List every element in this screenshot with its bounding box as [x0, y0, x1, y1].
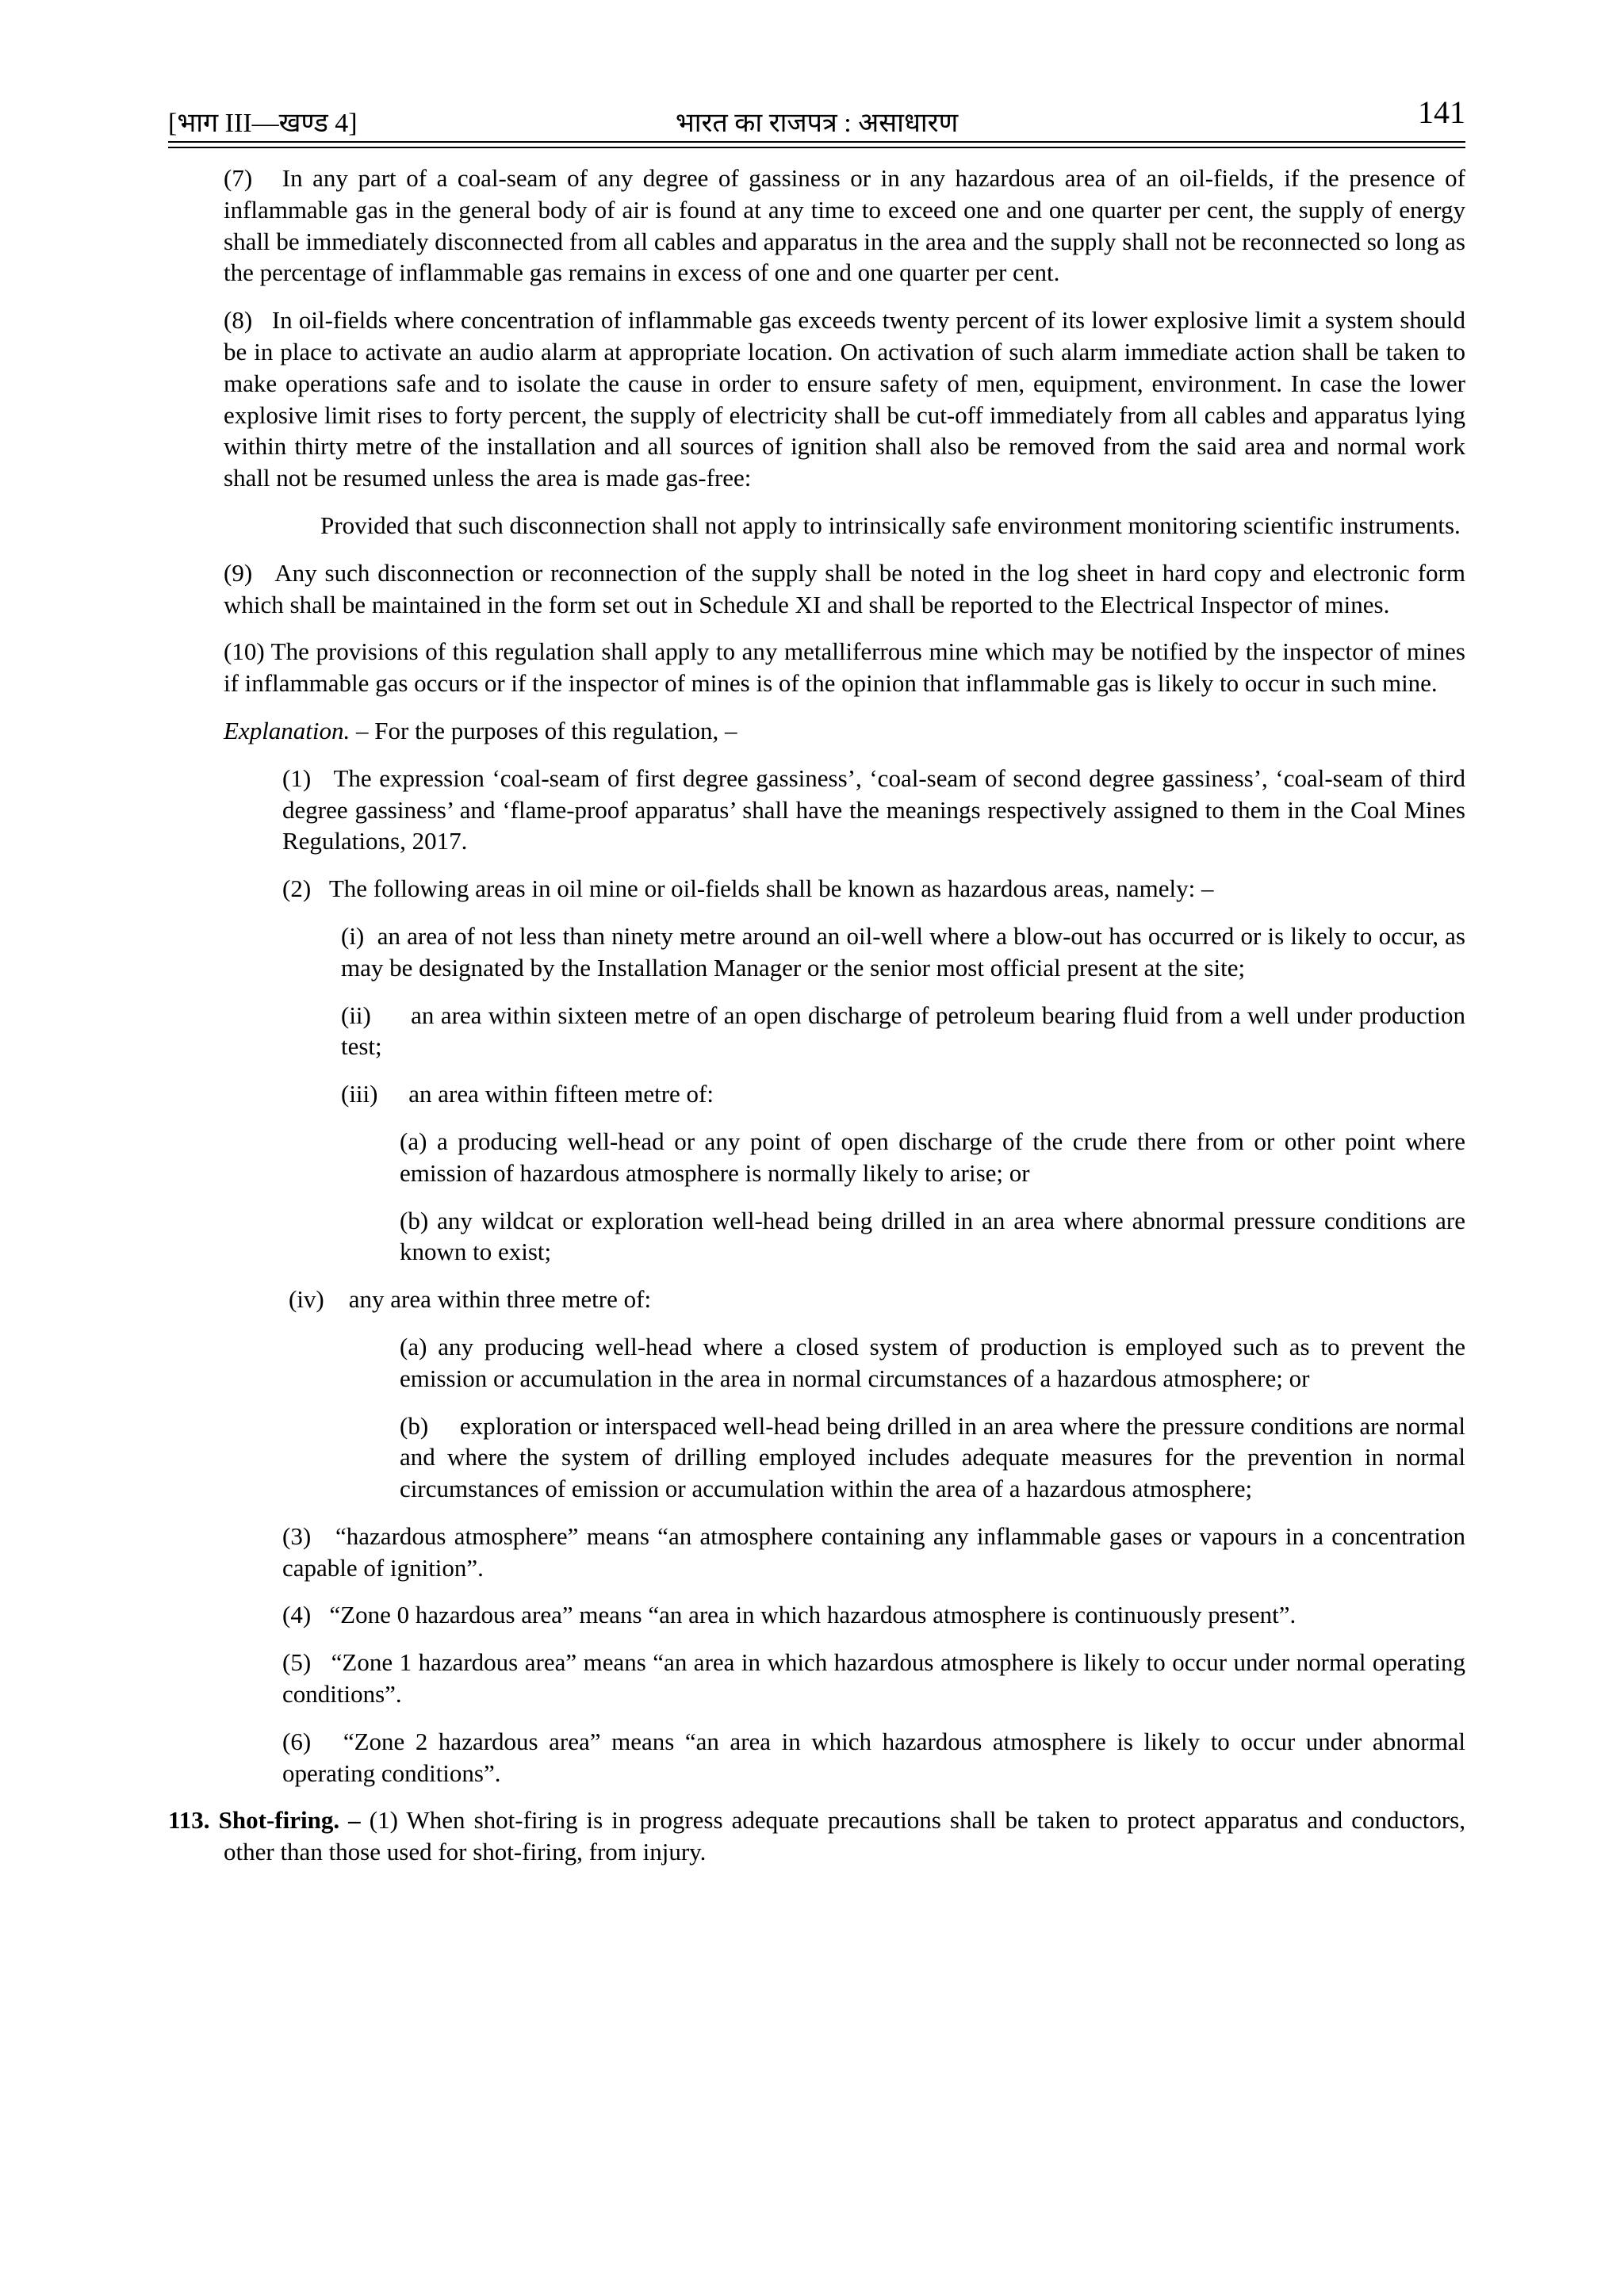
hazard-area-iii-b: (b) any wildcat or exploration well-head being drilled in an area where abnormal pressure conditions are known to exist; — [400, 1206, 1465, 1266]
explanation-label: Explanation. — [224, 716, 350, 744]
explanation-item-1: (1) The expression ‘coal-seam of first degree gassiness’, ‘coal-seam of second degree gassiness’, ‘coal-seam of third degree gassiness’ and ‘flame-proof apparatus’ shall have the meanings respectively assigned to them in the Coal Mines Regulations, 2017. — [282, 763, 1472, 855]
explanation-intro: – For the purposes of this regulation, – — [350, 716, 737, 744]
hazard-area-iii: (iii) an area within fifteen metre of: — [341, 1080, 714, 1108]
header-rule-bottom — [168, 147, 1465, 148]
section-113 — [168, 1804, 1465, 1868]
explanation-item-4: (4) “Zone 0 hazardous area” means “an area in which hazardous atmosphere is continuously present”. — [282, 1601, 1297, 1629]
hazard-area-iv: (iv) any area within three metre of: — [289, 1285, 652, 1314]
explanation-item-3: (3) “hazardous atmosphere” means “an atmosphere containing any inflammable gases or vapours in a concentration capable of ignition”. — [282, 1521, 1472, 1582]
gazette-title: भारत का राजपत्र : असाधारण — [675, 109, 959, 138]
hazard-area-i: (i) an area of not less than ninety metre around an oil-well where a blow-out has occurred or is likely to occur, as may be designated by the Installation Manager or the senior most official present at the site; — [341, 921, 1472, 982]
hazard-area-iv-a: (a) any producing well-head where a closed system of production is employed such as to prevent the emission or accumulation in the area in normal circumstances of a hazardous atmosphere; or — [400, 1332, 1465, 1392]
hazard-area-iv-b: (b) exploration or interspaced well-head being drilled in an area where the pressure conditions are normal and where the system of drilling employed includes adequate measures for the prevention in normal circumstances of emission or accumulation within the area of a hazardous atmosphere; — [400, 1411, 1472, 1503]
explanation-item-2: (2) The following areas in oil mine or oil-fields shall be known as hazardous areas, namely: – — [282, 874, 1214, 903]
document-body — [168, 163, 1472, 1884]
hazard-area-ii: (ii) an area within sixteen metre of an open discharge of petroleum bearing fluid from a well under production test; — [341, 1001, 1472, 1061]
part-section-label: [भाग III—खण्ड 4] — [168, 109, 358, 138]
section-number: 113. — [168, 1806, 210, 1835]
section-title: Shot-firing. – — [209, 1806, 361, 1835]
explanation-item-5: (5) “Zone 1 hazardous area” means “an area in which hazardous atmosphere is likely to occur under normal operating conditions”. — [282, 1648, 1472, 1709]
clause-7: (7) In any part of a coal-seam of any degree of gassiness or in any hazardous area of an oil-fields, if the presence of inflammable gas in the general body of air is found at any time to exceed one and one quarter per cent, the supply of energy shall be immediately disconnected from all cables and apparatus in the area and the supply shall not be reconnected so long as the percentage of inflammable gas remains in excess of one and one quarter per cent. — [224, 164, 1472, 287]
clause-9: (9) Any such disconnection or reconnection of the supply shall be noted in the log sheet in hard copy and electronic form which shall be maintained in the form set out in Schedule XI and shall be reported to the Electrical Inspector of mines. — [224, 558, 1472, 618]
explanation-heading — [224, 715, 1465, 747]
page-number: 141 — [1418, 94, 1465, 130]
header-rule-top — [168, 141, 1465, 143]
proviso: Provided that such disconnection shall not apply to intrinsically safe environment monitoring scientific instruments. — [320, 511, 1461, 539]
hazard-area-iii-a: (a) a producing well-head or any point of open discharge of the crude there from or other point where emission of hazardous atmosphere is normally likely to arise; or — [400, 1127, 1465, 1187]
clause-10: (10) The provisions of this regulation shall apply to any metalliferrous mine which may be notified by the inspector of mines if inflammable gas occurs or if the inspector of mines is of the opinion that inflammable gas is likely to occur in such mine. — [224, 637, 1465, 698]
section-text: (1) When shot-firing is in progress adequate precautions shall be taken to protect apparatus and conductors, other than those used for shot-firing, from injury. — [224, 1806, 1465, 1866]
clause-8: (8) In oil-fields where concentration of inflammable gas exceeds twenty percent of its lower explosive limit a system should be in place to activate an audio alarm at appropriate location. On activation of such alarm immediate action shall be taken to make operations safe and to isolate the cause in order to ensure safety of men, equipment, environment. In case the lower explosive limit rises to forty percent, the supply of electricity shall be cut-off immediately from all cables and apparatus lying within thirty metre of the installation and all sources of ignition shall also be removed from the said area and normal work shall not be resumed unless the area is made gas-free: — [224, 306, 1472, 492]
explanation-item-6: (6) “Zone 2 hazardous area” means “an area in which hazardous atmosphere is likely to occur under abnormal operating conditions”. — [282, 1727, 1472, 1787]
page-header — [168, 94, 1465, 141]
